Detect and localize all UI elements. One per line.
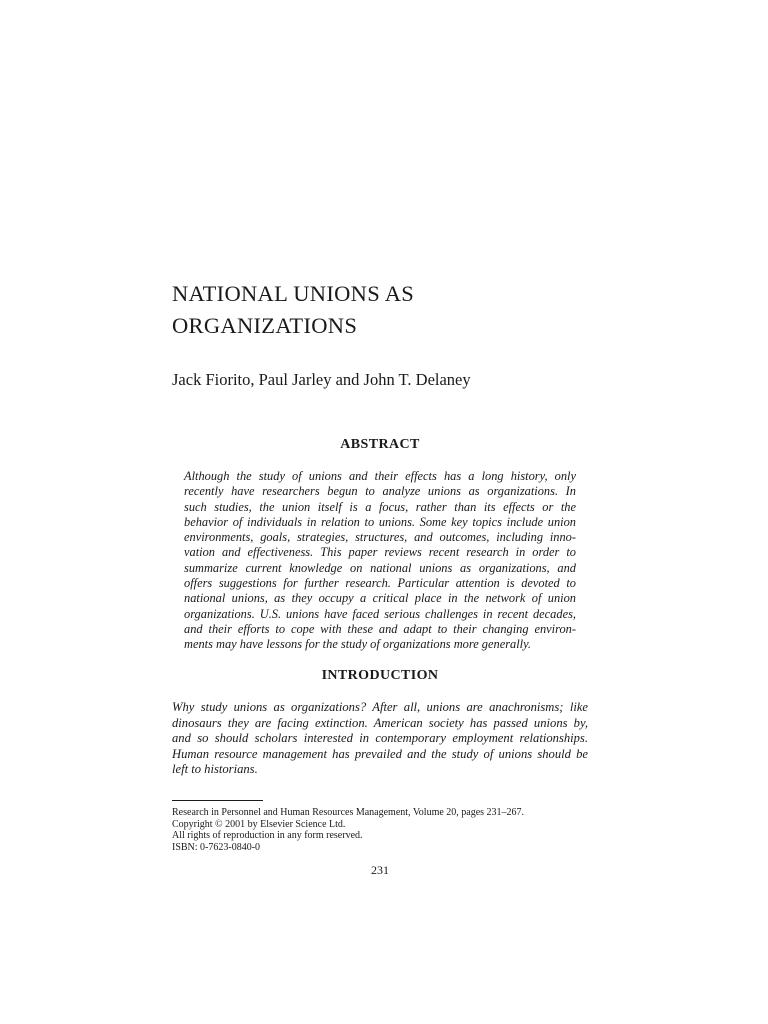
abstract-line: recently have researchers begun to analyze unions as organizations. In [184, 484, 576, 499]
footnote-divider [172, 800, 263, 801]
footnote-line: All rights of reproduction in any form reserved. [172, 830, 363, 841]
introduction-line: and so should scholars interested in contemporary employment relationships. [172, 731, 588, 746]
abstract-body [184, 469, 576, 653]
abstract-line: offers suggestions for further research. Particular attention is devoted to [184, 576, 576, 591]
introduction-heading: INTRODUCTION [321, 668, 439, 683]
introduction-line: left to historians. [172, 762, 258, 777]
footnote-line: Research in Personnel and Human Resources Management, Volume 20, pages 231–267. [172, 807, 525, 818]
abstract-line: such studies, the union itself is a focus, rather than its effects or the [184, 499, 576, 514]
introduction-line: Human resource management has prevailed and the study of unions should be [172, 746, 588, 761]
article-title-line-1: NATIONAL UNIONS AS [172, 281, 415, 306]
abstract-line: summarize current knowledge on national unions as organizations, and [184, 560, 576, 575]
introduction-body [172, 700, 588, 778]
introduction-line: Why study unions as organizations? After all, unions are anachronisms; like [172, 700, 588, 714]
footnote [172, 807, 592, 853]
abstract-line: vation and effectiveness. This paper reviews recent research in order to [184, 545, 576, 560]
abstract-line: ments may have lessons for the study of organizations more generally. [184, 637, 532, 652]
footnote-line: ISBN: 0-7623-0840-0 [172, 841, 261, 853]
abstract-line: national unions, as they occupy a critical place in the network of union [184, 591, 576, 606]
article-title-line-2: ORGANIZATIONS [172, 313, 358, 338]
abstract-line: and their efforts to cope with these and adapt to their changing environ- [184, 621, 576, 636]
abstract-line: Although the study of unions and their effects has a long history, only [184, 469, 576, 483]
abstract-line: organizations. U.S. unions have faced serious challenges in recent decades, [184, 606, 576, 621]
abstract-line: environments, goals, strategies, structures, and outcomes, including inno- [184, 530, 576, 545]
article-authors: Jack Fiorito, Paul Jarley and John T. Delaney [172, 370, 471, 389]
page-number: 231 [371, 863, 389, 877]
footnote-line: Copyright © 2001 by Elsevier Science Ltd. [172, 818, 346, 830]
abstract-heading: ABSTRACT [340, 437, 420, 452]
introduction-line: dinosaurs they are facing extinction. American society has passed unions by, [172, 715, 588, 730]
abstract-line: behavior of individuals in relation to unions. Some key topics include union [184, 514, 576, 529]
article-title [172, 278, 592, 342]
